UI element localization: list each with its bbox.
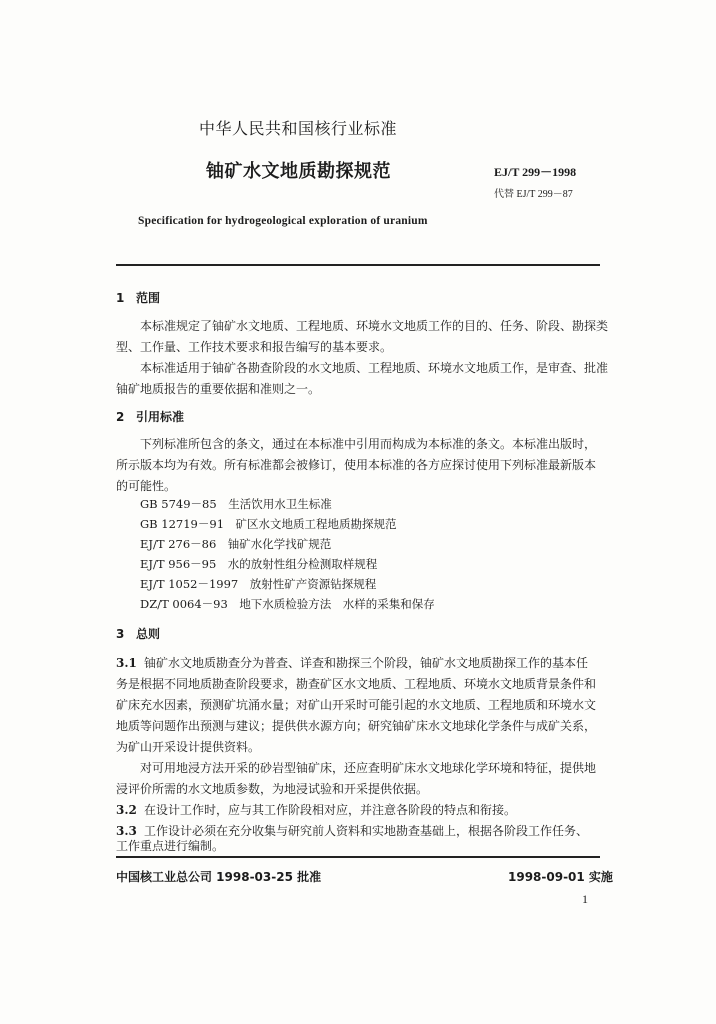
- reference-name: 生活饮用水卫生标准: [228, 497, 332, 511]
- section-2-para-line-3: 的可能性。: [116, 479, 177, 493]
- clause-3-1-line-3: 矿床充水因素，预测矿坑涌水量；对矿山开采时可能引起的水文地质、工程地质和环境水文: [116, 698, 597, 712]
- clause-3-1-extra-line-1: 对可用地浸方法开采的砂岩型铀矿床，还应查明矿床水文地球化学环境和特征，提供地: [140, 761, 597, 775]
- reference-item: [140, 576, 376, 592]
- section-2-para-line-2: 所示版本均为有效。所有标准都会被修订，使用本标准的各方应探讨使用下列标准最新版本: [116, 458, 597, 472]
- reference-code: EJ/T 1052－1997: [140, 577, 239, 591]
- standard-code: EJ/T 299－1998: [494, 165, 577, 179]
- reference-item: [140, 536, 331, 552]
- reference-name: 铀矿水化学找矿规范: [227, 537, 332, 551]
- reference-code: GB 5749－85: [140, 497, 217, 511]
- footer-divider: [116, 856, 600, 858]
- effective-date: 1998-09-01 实施: [508, 870, 613, 884]
- english-title: Specification for hydrogeological exploration of uranium: [138, 215, 428, 227]
- approval-info: 中国核工业总公司 1998-03-25 批准: [116, 870, 322, 884]
- reference-name: 放射性矿产资源钻探规程: [249, 577, 377, 591]
- section-1-para-2-line-2: 铀矿地质报告的重要依据和准则之一。: [116, 382, 321, 396]
- clause-number: 3.1: [116, 656, 137, 670]
- reference-code: EJ/T 956－95: [140, 557, 217, 571]
- clause-3-3-line-2: 工作重点进行编制。: [116, 839, 225, 853]
- section-3-heading: [116, 625, 160, 642]
- section-2-para-line-1: 下列标准所包含的条文，通过在本标准中引用而构成为本标准的条文。本标准出版时，: [140, 437, 597, 451]
- clause-3-1-line-1: [116, 653, 588, 674]
- reference-item: [140, 496, 332, 512]
- clause-text: 在设计工作时，应与其工作阶段相对应，并注意各阶段的特点和衔接。: [144, 803, 517, 817]
- clause-3-1-line-2: 务是根据不同地质勘查阶段要求，勘查矿区水文地质、工程地质、环境水文地质背景条件和: [116, 677, 597, 691]
- clause-3-1-line-4: 地质等问题作出预测与建议；提供供水源方向；研究铀矿床水文地球化学条件与成矿关系，: [116, 719, 597, 733]
- section-2-heading: [116, 408, 184, 425]
- clause-3-2-line-1: [116, 800, 516, 821]
- reference-code: GB 12719－91: [140, 517, 225, 531]
- reference-name: 水的放射性组分检测取样规程: [227, 557, 378, 571]
- section-1-heading: [116, 289, 160, 306]
- section-title: 范围: [136, 291, 161, 305]
- section-title: 引用标准: [136, 410, 185, 424]
- section-1-para-1-line-2: 型、工作量、工作技术要求和报告编写的基本要求。: [116, 340, 393, 354]
- page-number: 1: [582, 892, 588, 906]
- reference-name: 矿区水文地质工程地质勘探规范: [235, 517, 397, 531]
- section-number: 2: [116, 410, 125, 424]
- clause-number: 3.2: [116, 803, 137, 817]
- document-title: 铀矿水文地质勘探规范: [206, 161, 391, 182]
- reference-code: DZ/T 0064－93: [140, 597, 228, 611]
- clause-text: 铀矿水文地质勘查分为普查、详查和勘探三个阶段，铀矿水文地质勘探工作的基本任: [144, 656, 589, 670]
- clause-number: 3.3: [116, 824, 137, 838]
- section-title: 总则: [136, 627, 161, 641]
- reference-item: [140, 516, 397, 532]
- section-number: 1: [116, 291, 125, 305]
- reference-name: 地下水质检验方法 水样的采集和保存: [239, 597, 435, 611]
- clause-text: 工作设计必须在充分收集与研究前人资料和实地勘查基础上，根据各阶段工作任务、: [144, 824, 589, 838]
- clause-3-1-line-5: 为矿山开采设计提供资料。: [116, 740, 261, 754]
- section-1-para-1-line-1: 本标准规定了铀矿水文地质、工程地质、环境水文地质工作的目的、任务、阶段、勘探类: [140, 319, 609, 333]
- section-1-para-2-line-1: 本标准适用于铀矿各勘查阶段的水文地质、工程地质、环境水文地质工作，是审查、批准: [140, 361, 609, 375]
- clause-3-1-extra-line-2: 浸评价所需的水文地质参数，为地浸试验和开采提供依据。: [116, 782, 429, 796]
- reference-item: [140, 556, 377, 572]
- issuing-body-heading: 中华人民共和国核行业标准: [199, 119, 398, 138]
- header-divider: [116, 264, 600, 266]
- replaces-standard: 代替 EJ/T 299－87: [494, 189, 573, 200]
- section-number: 3: [116, 627, 125, 641]
- reference-code: EJ/T 276－86: [140, 537, 217, 551]
- reference-item: [140, 596, 435, 612]
